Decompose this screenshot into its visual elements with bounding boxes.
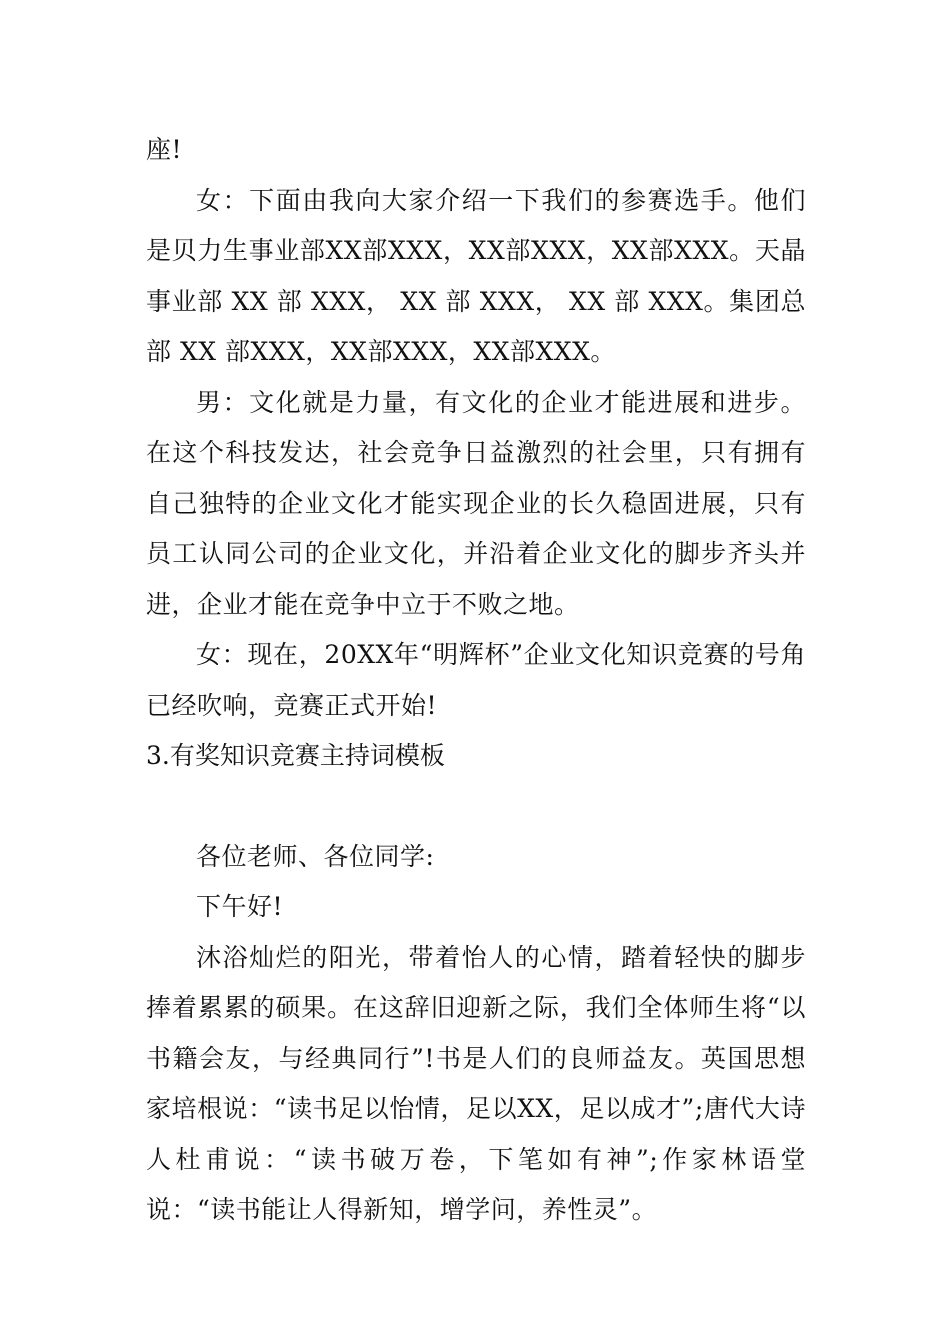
paragraph-4: 各位老师、各位同学: [196,841,435,871]
paragraph-3: 女：现在，20XX年“明辉杯”企业文化知识竞赛的号角已经吹响，竞赛正式开始! [146,640,806,720]
section-spacer [146,782,806,832]
paragraph-6: 沐浴灿烂的阳光，带着怡人的心情，踏着轻快的脚步捧着累累的硕果。在这辞旧迎新之际，我们全体师生将“以书籍会友，与经典同行”!书是人们的良师益友。英国思想家培根说：“读书足以怡情，足以XX，足以成才”;唐代大诗人杜甫说：“读书破万卷，下笔如有神”;作家林语堂说：“读书能让人得新知，增学问，养性灵”。 [146,942,806,1224]
paragraph-1: 女：下面由我向大家介绍一下我们的参赛选手。他们是贝力生事业部XX部XXX，XX部XXX，XX部XXX。天晶事业部 XX 部 XXX， XX 部 XXX， XX 部 XXX。集团总部 XX 部XXX，XX部XXX，XX部XXX。 [146,185,806,366]
paragraph-5: 下午好! [196,892,284,921]
paragraph-0: 座! [146,135,183,164]
paragraph-2: 男：文化就是力量，有文化的企业才能进展和进步。在这个科技发达，社会竞争日益激烈的社会里，只有拥有自己独特的企业文化才能实现企业的长久稳固进展，只有员工认同公司的企业文化，并沿着企业文化的脚步齐头并进，企业才能在竞争中立于不败之地。 [146,387,806,619]
document-page [146,125,806,1236]
section-heading: 3.有奖知识竞赛主持词模板 [146,741,445,770]
